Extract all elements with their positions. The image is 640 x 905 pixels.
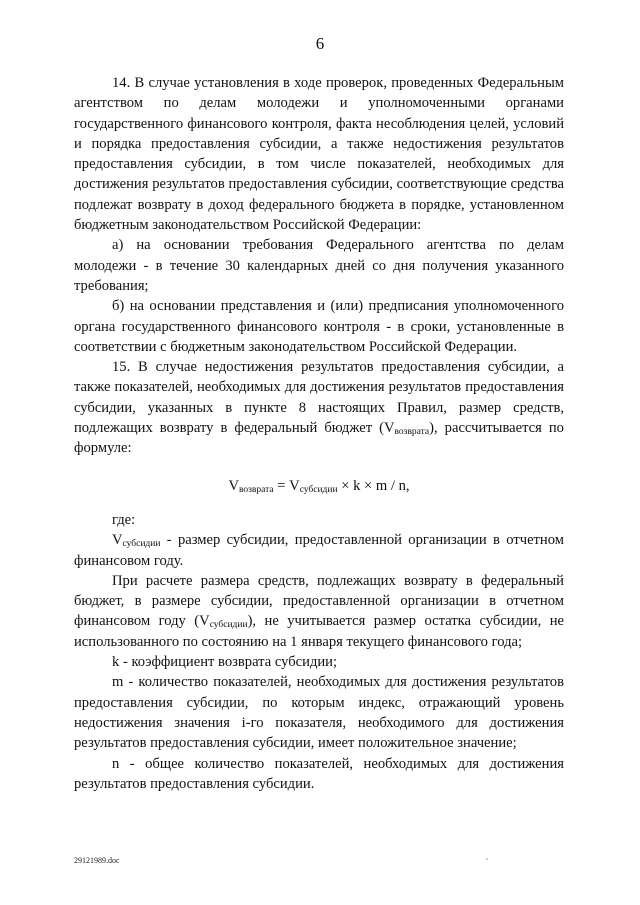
paragraph-14-b: б) на основании представления и (или) предписания уполномоченного органа государственного финансового контроля - в сроки, установленные в соответствии с бюджетным законодательством Российской Федерации. bbox=[74, 298, 564, 355]
calculation-pre: При расчете размера средств, подлежащих возврату в федеральный бюджет, в размере субсидии, предоставленной организации в отчетном финансовом году (V bbox=[74, 572, 564, 630]
definition-m: m - количество показателей, необходимых для достижения результатов предоставления субсидии, по которым индекс, отражающий уровень недостижения значения i-го показателя, необходимого для достижения результатов предоставления субсидии, имеет положительное значение; bbox=[74, 674, 564, 752]
paragraph-14: 14. В случае установления в ходе проверок, проведенных Федеральным агентством по делам молодежи и уполномоченными органами государственного финансового контроля, факта несоблюдения целей, условий и порядка предоставления субсидии, а также недостижения результатов предоставления субсидии, в том числе показателей, необходимых для достижения результатов предоставления субсидии, соответствующие средства подлежат возврату в доход федерального бюджета в порядке, установленном бюджетным законодательством Российской Федерации: bbox=[74, 75, 564, 234]
document-body bbox=[74, 73, 564, 794]
formula-equals: = V bbox=[273, 477, 300, 494]
definition-v-symbol: V bbox=[112, 532, 123, 549]
calculation-post: ), не учитывается размер остатка субсидии, не использованного по состоянию на 1 января текущего финансового года; bbox=[74, 613, 564, 650]
scan-speck bbox=[486, 858, 488, 860]
formula-v: V bbox=[228, 477, 239, 494]
paragraph-15 bbox=[74, 357, 564, 458]
where-label: где: bbox=[112, 511, 136, 528]
definition-v-subsidii bbox=[74, 530, 564, 571]
formula-sub-vozvrata: возврата bbox=[238, 484, 274, 495]
paragraph-calculation bbox=[74, 571, 564, 652]
calculation-sub: субсидии bbox=[209, 620, 248, 631]
paragraph-15-text: 15. В случае недостижения результатов предоставления субсидии, а также показателей, необходимых для достижения результатов предоставления субсидии, указанных в пункте 8 настоящих Правил, размер средств, подлежащих возврату в федеральный бюджет (V bbox=[74, 359, 564, 437]
return-formula bbox=[74, 476, 564, 496]
definition-n: n - общее количество показателей, необходимых для достижения результатов предоставления субсидии. bbox=[74, 755, 564, 792]
definition-v-sub: субсидии bbox=[122, 539, 161, 550]
definition-v-text: - размер субсидии, предоставленной организации в отчетном финансовом году. bbox=[74, 532, 564, 569]
subscript-vozvrata: возврата bbox=[394, 427, 430, 438]
formula-sub-subsidii: субсидии bbox=[299, 484, 338, 495]
paragraph-14-a: а) на основании требования Федерального агентства по делам молодежи - в течение 30 календарных дней со дня получения указанного требования; bbox=[74, 237, 564, 294]
paragraph-15-end: ), рассчитывается по формуле: bbox=[74, 420, 564, 457]
footer-file-code: 29121989.doc bbox=[74, 856, 120, 865]
page-number: 6 bbox=[315, 34, 325, 53]
formula-rest: × k × m / n, bbox=[337, 477, 410, 494]
definition-k: k - коэффициент возврата субсидии; bbox=[112, 654, 338, 671]
